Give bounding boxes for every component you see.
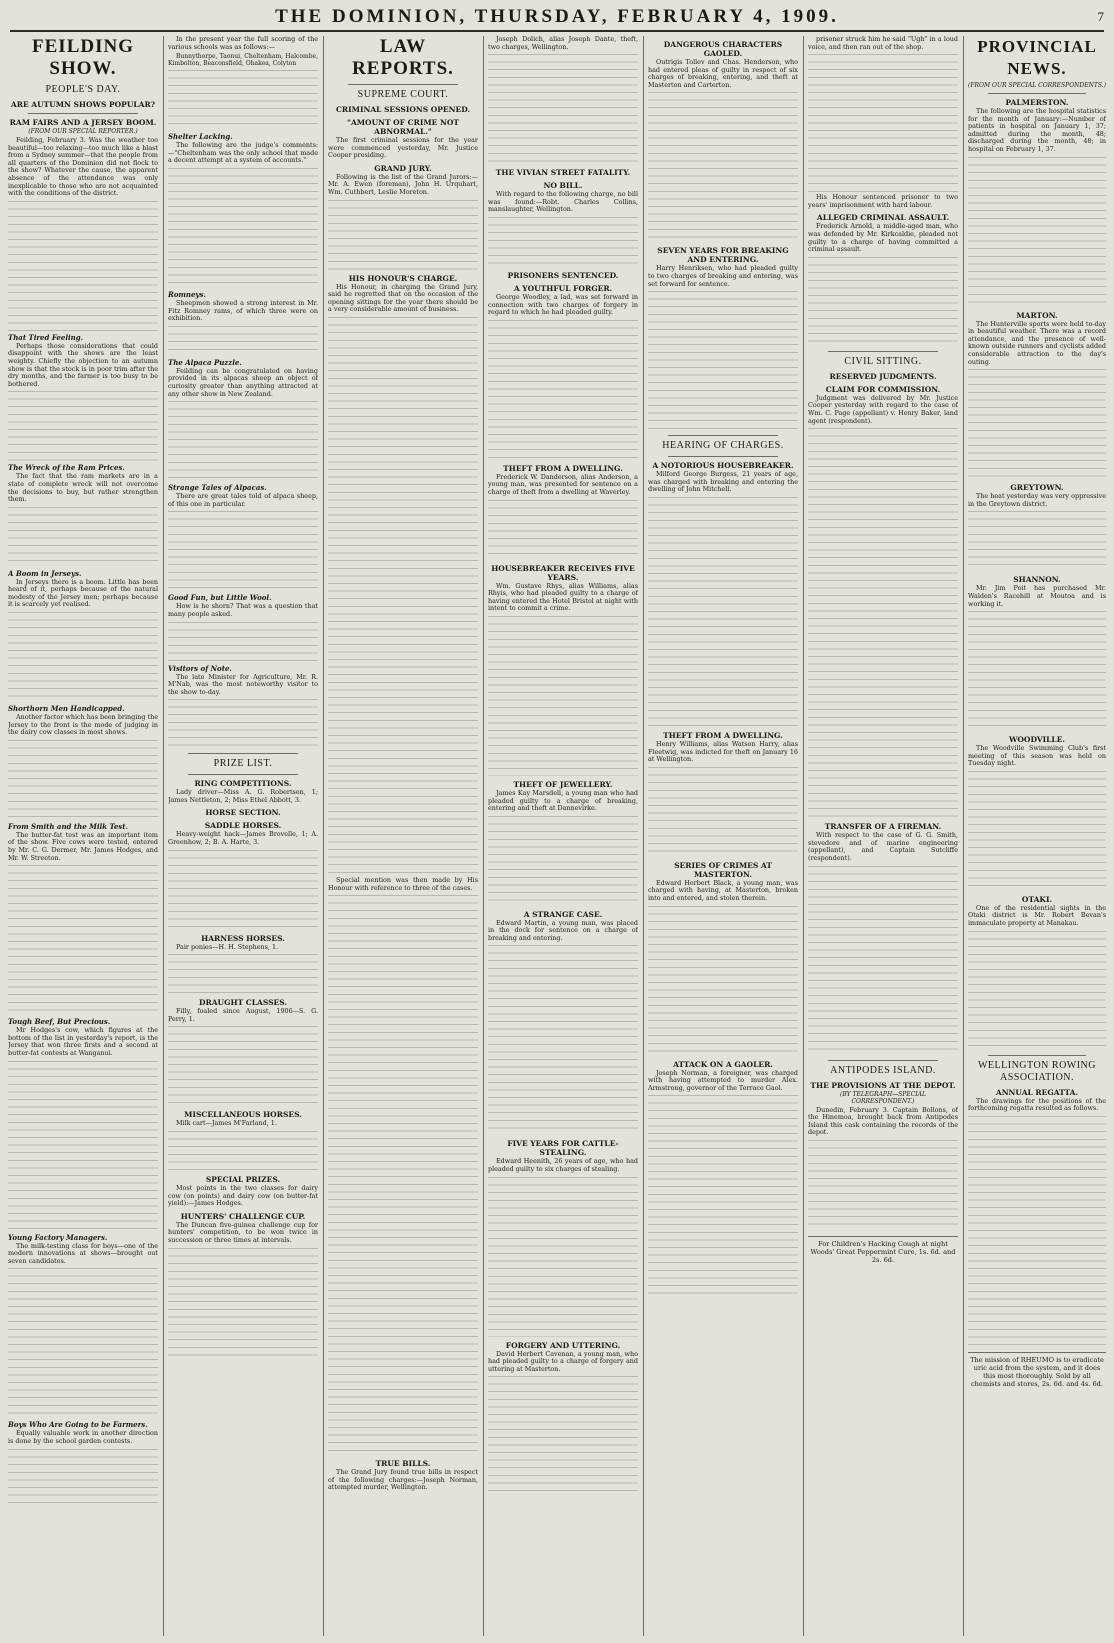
section-heading: Good Fun, but Little Wool. bbox=[168, 593, 272, 603]
subheading: THEFT FROM A DWELLING. bbox=[663, 730, 783, 740]
subheading: PEOPLE'S DAY. bbox=[45, 84, 121, 95]
paragraph: Joseph Norman, a foreigner, was charged with having attempted to murder Alex. Armstrong, governor of the Terrace Gaol. bbox=[648, 1068, 798, 1092]
paragraph: Milford George Burgess, 21 years of age, was charged with breaking and entering the dwelling of John Mitchell. bbox=[648, 470, 798, 494]
page-number: 7 bbox=[1097, 9, 1104, 24]
paragraph: Equally valuable work in another direction is done by the school garden contests. bbox=[8, 1429, 158, 1445]
section-title: CIVIL SITTING. bbox=[844, 355, 922, 367]
section-heading: From Smith and the Milk Test. bbox=[8, 821, 128, 831]
paragraph: In the present year the full scoring of the various schools was as follows:— bbox=[168, 36, 318, 51]
subheading: SEVEN YEARS FOR BREAKING AND ENTERING. bbox=[657, 246, 789, 265]
subheading: A YOUTHFUL FORGER. bbox=[513, 283, 613, 293]
paragraph: Harry Henriksen, who had pleaded guilty to two charges of breaking and entering, was set forward for sentence. bbox=[648, 264, 798, 288]
paragraph: Mr Hodges's cow, which figures at the bottom of the list in yesterday's report, is the Jersey that won three firsts and a second at butter-fat contests at Wanganui. bbox=[8, 1026, 158, 1057]
paragraph: One of the residential sights in the Otaki district is Mr. Robert Bevan's immaculate property at Manakau. bbox=[968, 903, 1106, 928]
subheading: PALMERSTON. bbox=[1005, 98, 1069, 107]
subheading: GREYTOWN. bbox=[1010, 483, 1064, 493]
section-title: ANTIPODES ISLAND. bbox=[830, 1064, 936, 1076]
subheading: NO BILL. bbox=[543, 181, 583, 191]
paragraph: Heavy-weight hack—James Brovelle, 1; A. Greenhow, 2; B. A. Harte, 3. bbox=[168, 830, 318, 847]
section-heading: Shelter Lacking. bbox=[168, 132, 233, 142]
section-title: WELLINGTON ROWING ASSOCIATION. bbox=[977, 1059, 1096, 1083]
column-law-reports-cont bbox=[488, 36, 638, 1636]
paragraph: In Jerseys there is a boom. Little has been heard of it, perhaps because of the natural modesty of the Jersey men; perhaps because it is scarcely yet realised. bbox=[8, 577, 158, 609]
subheading: MARTON. bbox=[1016, 310, 1058, 320]
columns bbox=[8, 36, 1106, 1638]
subheading: ANNUAL REGATTA. bbox=[995, 1087, 1079, 1097]
subheading: GRAND JURY. bbox=[374, 163, 432, 173]
subheading: DANGEROUS CHARACTERS GAOLED. bbox=[663, 40, 783, 58]
subheading: SHANNON. bbox=[1013, 575, 1061, 585]
paragraph: Special mention was then made by His Honour with reference to three of the cases. bbox=[328, 875, 478, 892]
paragraph: With respect to the case of G. G. Smith, stevedore and of marine engineering (appellant), and Captain Sutcliffe (respondent). bbox=[808, 831, 958, 862]
paragraph: The drawings for the positions of the forthcoming regatta resulted as follows. bbox=[968, 1096, 1106, 1113]
column-law-reports-cont2 bbox=[648, 36, 798, 1636]
paragraph: The first criminal sessions for the year were commenced yesterday, Mr. Justice Cooper presiding. bbox=[328, 136, 478, 160]
school-scores: Bunnythorpe, Taonui, Cheltenham, Halcombe, Kimbolton, Beaconsfield, Ohakea, Colyton bbox=[168, 53, 318, 68]
subheading: THE VIVIAN STREET FATALITY. bbox=[495, 168, 631, 178]
masthead bbox=[10, 4, 1104, 32]
subheading: TRANSFER OF A FIREMAN. bbox=[824, 822, 942, 832]
column-court-cont bbox=[808, 36, 958, 1636]
subheading: THE PROVISIONS AT THE DEPOT. bbox=[810, 1080, 956, 1090]
paragraph: Edward Heenith, 26 years of age, who had pleaded guilty to six charges of stealing. bbox=[488, 1157, 638, 1174]
paragraph: The fact that the ram markets are in a state of complete wreck will not overcome the decisions to buy, but rather strengthen them. bbox=[8, 472, 158, 504]
paragraph: Mr. Jim Poit has purchased Mr. Walden's Racehill at Moutoa and is working it. bbox=[968, 584, 1106, 608]
paragraph: His Honour sentenced prisoner to two years' imprisonment with hard labour. bbox=[808, 193, 958, 209]
paragraph: The late Minister for Agriculture, Mr. R. M'Nab, was the most noteworthy visitor to the show to-day. bbox=[168, 672, 318, 696]
column-feilding-show bbox=[8, 36, 158, 1636]
subheading: FORGERY AND UTTERING. bbox=[505, 1340, 621, 1350]
paragraph: The following are the hospital statistics for the month of January:—Number of patients in hospital on January 1, 37; admitted during the month, 48; discharged during the month, 48; in hospital on February 1, 37. bbox=[968, 107, 1106, 153]
paragraph: The butter-fat test was an important item of the show. Five cows were tested, entered by Mr. C. G. Dermer, Mr. James Hodges, and Mr. W. Streeton. bbox=[8, 830, 158, 862]
section-heading: Boys Who Are Going to be Farmers. bbox=[8, 1420, 148, 1430]
paragraph: Edward Herbert Black, a young man, was charged with having, at Masterton, broken into and entered, and stolen therein. bbox=[648, 878, 798, 902]
paragraph: Frederick Arnold, a middle-aged man, who was defended by Mr. Kirkcaldie, pleaded not guilty to a charge of having committed a criminal assault. bbox=[808, 222, 958, 254]
subheading: ATTACK ON A GAOLER. bbox=[673, 1059, 773, 1069]
paragraph: The following are the judge's comments:—"Cheltenham was the only school that made a decent attempt at a system of accounts." bbox=[168, 141, 318, 165]
section-heading: That Tired Feeling. bbox=[8, 332, 84, 342]
paragraph: prisoner struck him he said "Ugh" in a loud voice, and then ran out of the shop. bbox=[808, 36, 958, 51]
subheading: A NOTORIOUS HOUSEBREAKER. bbox=[652, 461, 794, 471]
paragraph: Dunedin, February 3. Captain Bollons, of the Hinemoa, brought back from Antipodes Island this cask containing the records of the depot. bbox=[808, 1105, 958, 1137]
paragraph: The heat yesterday was very oppressive in the Greytown district. bbox=[968, 492, 1106, 508]
section-heading: The Wreck of the Ram Prices. bbox=[8, 463, 125, 473]
paragraph: David Herbert Cavenan, a young man, who had pleaded guilty to a charge of forgery and uttering at Masterton. bbox=[488, 1349, 638, 1373]
paragraph: Another factor which has been bringing the Jersey to the front is the mode of judging in the dairy cow classes in most shows. bbox=[8, 713, 158, 737]
subheading: FIVE YEARS FOR CATTLE-STEALING. bbox=[507, 1139, 619, 1158]
section-heading: Visitors of Note. bbox=[168, 663, 232, 673]
paragraph: Filly, foaled since August, 1906—S. G. Perry, 1. bbox=[168, 1007, 318, 1023]
subheading: ARE AUTUMN SHOWS POPULAR? bbox=[10, 100, 156, 109]
section-heading: Tough Beef, But Precious. bbox=[8, 1017, 111, 1027]
article-heading: PROVINCIAL NEWS. bbox=[977, 37, 1097, 78]
section-heading: The Alpaca Puzzle. bbox=[168, 357, 242, 367]
masthead-title: THE DOMINION, THURSDAY, FEBRUARY 4, 1909. bbox=[275, 6, 839, 27]
paragraph: Milk cart—James M'Farland, 1. bbox=[176, 1119, 277, 1128]
subheading: OTAKI. bbox=[1021, 894, 1053, 904]
paragraph: The Grand Jury found true bills in respect of the following charges:—Joseph Norman, attempted murder, Wellington. bbox=[328, 1468, 478, 1492]
subheading: SADDLE HORSES. bbox=[204, 821, 282, 831]
section-heading: Shorthorn Men Handicapped. bbox=[8, 704, 125, 714]
paragraph: With regard to the following charge, no bill was found:—Robt. Charles Collins, manslaughter, Wellington. bbox=[488, 190, 638, 214]
subheading: HORSE SECTION. bbox=[205, 808, 281, 818]
paragraph: Most points in the two classes for dairy cow (on points) and dairy cow (on butter-fat yield):—James Hodges. bbox=[168, 1184, 318, 1208]
paragraph: His Honour, in charging the Grand Jury, said he regretted that on the occasion of the opening sittings for the year there should be a very considerable amount of business. bbox=[328, 282, 478, 314]
advertisement: The mission of RHEUMO is to eradicate uric acid from the system, and it does this most thoroughly. Sold by all chemists and stores, 2s. 6d. and 4s. 6d. bbox=[968, 1352, 1106, 1388]
article-heading: LAW REPORTS. bbox=[352, 36, 454, 79]
section-title: HEARING OF CHARGES. bbox=[662, 440, 784, 452]
advertisement: For Children's Hacking Cough at night Woods' Great Peppermint Cure, 1s. 6d. and 2s. 6d. bbox=[808, 1236, 958, 1264]
paragraph: Following is the list of the Grand Jurors:—Mr. A. Ewen (foreman), John H. Urquhart, Wm. Cuthbert, Leslie Moreton. bbox=[328, 172, 478, 196]
paragraph: Lady driver—Miss A. G. Robertson, 1; James Nettleton, 2; Miss Ethel Abbott, 3. bbox=[168, 788, 318, 804]
paragraph: Perhaps those considerations that could disappoint with the shows are the least weighty. Chiefly the objection to an autumn show is that the stock is in poor trim after the dry months, and the farmer is too busy to be bothered. bbox=[8, 341, 158, 388]
subheading: THEFT FROM A DWELLING. bbox=[503, 463, 623, 473]
column-show-results bbox=[168, 36, 318, 1636]
column-provincial-news bbox=[968, 36, 1106, 1636]
paragraph: Feilding can be congratulated on having provided in its alpacas sheep an object of curiosity greater than anything attracted at any other show in New Zealand. bbox=[168, 366, 318, 398]
byline: (FROM OUR SPECIAL CORRESPONDENTS.) bbox=[968, 82, 1106, 89]
subheading: ALLEGED CRIMINAL ASSAULT. bbox=[816, 213, 950, 223]
paragraph: How is he shorn? That was a question that many people asked. bbox=[168, 602, 318, 618]
subheading: HUNTERS' CHALLENGE CUP. bbox=[180, 1211, 306, 1221]
subheading: RAM FAIRS AND A JERSEY BOOM. bbox=[9, 118, 157, 127]
subheading: WOODVILLE. bbox=[1008, 735, 1066, 745]
paragraph: There are great tales told of alpaca sheep, of this one in particular. bbox=[168, 492, 318, 508]
subheading: SPECIAL PRIZES. bbox=[205, 1175, 281, 1185]
subheading: PRISONERS SENTENCED. bbox=[507, 270, 619, 280]
subheading: RESERVED JUDGMENTS. bbox=[829, 371, 937, 381]
subheading: SERIES OF CRIMES AT MASTERTON. bbox=[674, 860, 772, 879]
paragraph: Outrigis Tollev and Chas. Henderson, who had entered pleas of guilty in respect of six charges of breaking, entering, and theft at Masterton and Carterton. bbox=[648, 58, 798, 89]
subheading: RING COMPETITIONS. bbox=[194, 779, 292, 789]
subheading: MISCELLANEOUS HORSES. bbox=[184, 1110, 302, 1120]
paragraph: The Hunterville sports were held to-day in beautiful weather. There was a record attendance, and the presence of well-known outside runners and cyclists added considerable attraction to the day's outing. bbox=[968, 319, 1106, 366]
paragraph: The Duncan five-guinea challenge cup for hunters' competition, to be won twice in succession or three times at intervals. bbox=[168, 1220, 318, 1244]
section-title: PRIZE LIST. bbox=[213, 758, 273, 770]
subheading: CLAIM FOR COMMISSION. bbox=[825, 384, 941, 394]
paragraph: Wm. Gustave Rhys, alias Williams, alias Rhyis, who had pleaded guilty to a charge of having entered the Hotel Bristol at night with intent to commit a crime. bbox=[488, 581, 638, 613]
section-heading: Strange Tales of Alpacas. bbox=[168, 483, 267, 493]
section-title: SUPREME COURT. bbox=[357, 89, 449, 100]
section-heading: A Boom in Jerseys. bbox=[8, 568, 82, 578]
subheading: THEFT OF JEWELLERY. bbox=[513, 779, 613, 789]
paragraph: Joseph Dolich, alias Joseph Dante, theft, two charges, Wellington. bbox=[488, 36, 638, 51]
subheading: "AMOUNT OF CRIME NOT ABNORMAL." bbox=[347, 118, 459, 136]
byline: (FROM OUR SPECIAL REPORTER.) bbox=[28, 128, 138, 135]
paragraph: Feilding, February 3. Was the weather too beautiful—too relaxing—too much like a blast from a Sydney summer—that the people from all quarters of the Dominion did not flock to the show? Whatever the cause, the apparent absence of the attendance was only inexplicable to those who are not acquainted with the conditions of the district. bbox=[8, 136, 158, 198]
byline: (BY TELEGRAPH—SPECIAL CORRESPONDENT.) bbox=[840, 1090, 926, 1105]
subheading: HIS HONOUR'S CHARGE. bbox=[348, 273, 458, 283]
section-heading: Young Factory Managers. bbox=[8, 1232, 108, 1242]
paragraph: Henry Williams, alias Watson Harry, alias Fleetwig, was indicted for theft on January 16 at Wellington. bbox=[648, 739, 798, 764]
paragraph: James Kay Marsdell, a young man who had pleaded guilty to a charge of breaking, entering and theft at Dannevirke. bbox=[488, 788, 638, 813]
paragraph: The Woodville Swimming Club's first meeting of this season was held on Tuesday night. bbox=[968, 744, 1106, 768]
subheading: HARNESS HORSES. bbox=[201, 933, 285, 943]
subheading: HOUSEBREAKER RECEIVES FIVE YEARS. bbox=[491, 563, 635, 582]
section-heading: Romneys. bbox=[168, 289, 206, 299]
article-heading: FEILDING SHOW. bbox=[32, 36, 134, 79]
paragraph: George Woodley, a lad, was set forward in connection with two charges of forgery in regard to which he had pleaded guilty. bbox=[488, 292, 638, 317]
column-law-reports bbox=[328, 36, 478, 1636]
subheading: DRAUGHT CLASSES. bbox=[199, 998, 287, 1008]
subheading: TRUE BILLS. bbox=[375, 1459, 431, 1469]
paragraph: Frederick W. Danderson, alias Anderson, a young man, was presented for sentence on a charge of theft from a dwelling at Waverley. bbox=[488, 472, 638, 496]
paragraph: Sheepmen showed a strong interest in Mr. Fitz Romney rams, of which three were on exhibition. bbox=[168, 298, 318, 323]
paragraph: The milk-testing class for boys—one of the modern innovations at shows—brought out seven candidates. bbox=[8, 1241, 158, 1265]
paragraph: Judgment was delivered by Mr. Justice Cooper yesterday with regard to the case of Wm. C. Page (appellant) v. Henry Baker, land agent (respondent). bbox=[808, 393, 958, 425]
subheading: A STRANGE CASE. bbox=[523, 909, 603, 919]
paragraph: Pair ponies—H. H. Stephens, 1. bbox=[176, 942, 279, 951]
paragraph: Edward Martin, a young man, was placed in the dock for sentence on a charge of breaking and entering. bbox=[488, 918, 638, 942]
subheading: CRIMINAL SESSIONS OPENED. bbox=[335, 105, 471, 114]
